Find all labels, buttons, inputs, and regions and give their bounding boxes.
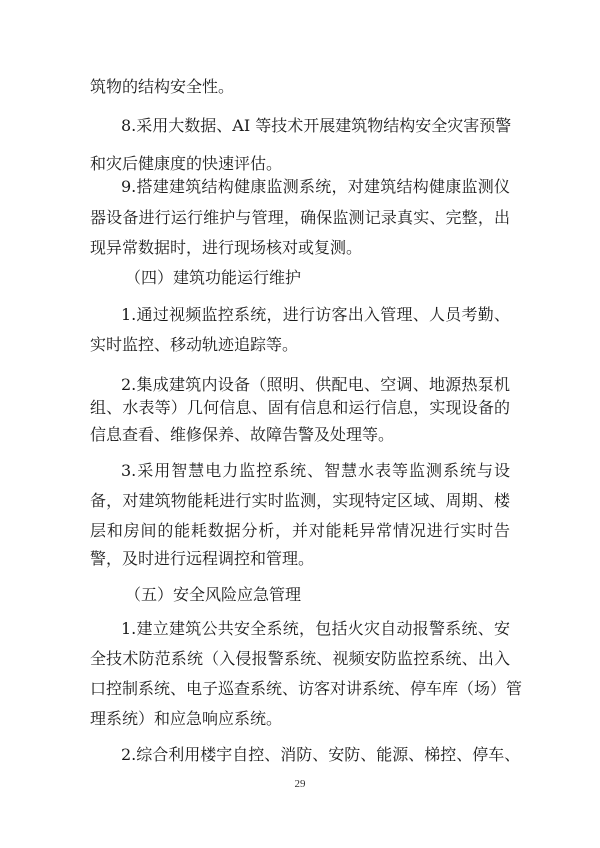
- text-line: 信息查看、维修保养、故障告警及处理等。: [90, 425, 395, 444]
- text-line: 警，及时进行远程调控和管理。: [90, 549, 315, 568]
- text-line: 2.集成建筑内设备（照明、供配电、空调、地源热泵机: [121, 375, 510, 394]
- text-line: 1.建立建筑公共安全系统，包括火灾自动报警系统、安: [121, 619, 510, 638]
- text-line: 和灾后健康度的快速评估。: [90, 154, 283, 173]
- text-line: 8.采用大数据、AI 等技术开展建筑物结构安全灾害预警: [121, 116, 512, 135]
- section-heading: （四）建筑功能运行维护: [125, 268, 302, 287]
- text-line: 层和房间的能耗数据分析，并对能耗异常情况进行实时告: [90, 521, 510, 540]
- text-line: 2.综合利用楼宇自控、消防、安防、能源、梯控、停车、: [121, 745, 521, 764]
- text-line: 9.搭建建筑结构健康监测系统，对建筑结构健康监测仪: [121, 177, 510, 196]
- text-line: 口控制系统、电子巡查系统、访客对讲系统、停车库（场）管: [90, 679, 523, 698]
- text-line: 组、水表等）几何信息、固有信息和运行信息，实现设备的: [90, 398, 510, 417]
- text-line: 实时监控、移动轨迹追踪等。: [90, 335, 299, 354]
- text-line: 1.通过视频监控系统，进行访客出入管理、人员考勤、: [121, 305, 510, 324]
- text-line: 理系统）和应急响应系统。: [90, 709, 283, 728]
- text-line: 器设备进行运行维护与管理，确保监测记录真实、完整，出: [90, 208, 510, 227]
- page-number: 29: [294, 778, 306, 790]
- section-heading: （五）安全风险应急管理: [125, 585, 302, 604]
- text-line: 现异常数据时，进行现场核对或复测。: [90, 238, 363, 257]
- text-line: 3.采用智慧电力监控系统、智慧水表等监测系统与设: [121, 461, 510, 480]
- text-line: 全技术防范系统（入侵报警系统、视频安防监控系统、出入: [90, 649, 510, 668]
- text-line: 备，对建筑物能耗进行实时监测，实现特定区域、周期、楼: [90, 491, 510, 510]
- text-line: 筑物的结构安全性。: [90, 77, 235, 96]
